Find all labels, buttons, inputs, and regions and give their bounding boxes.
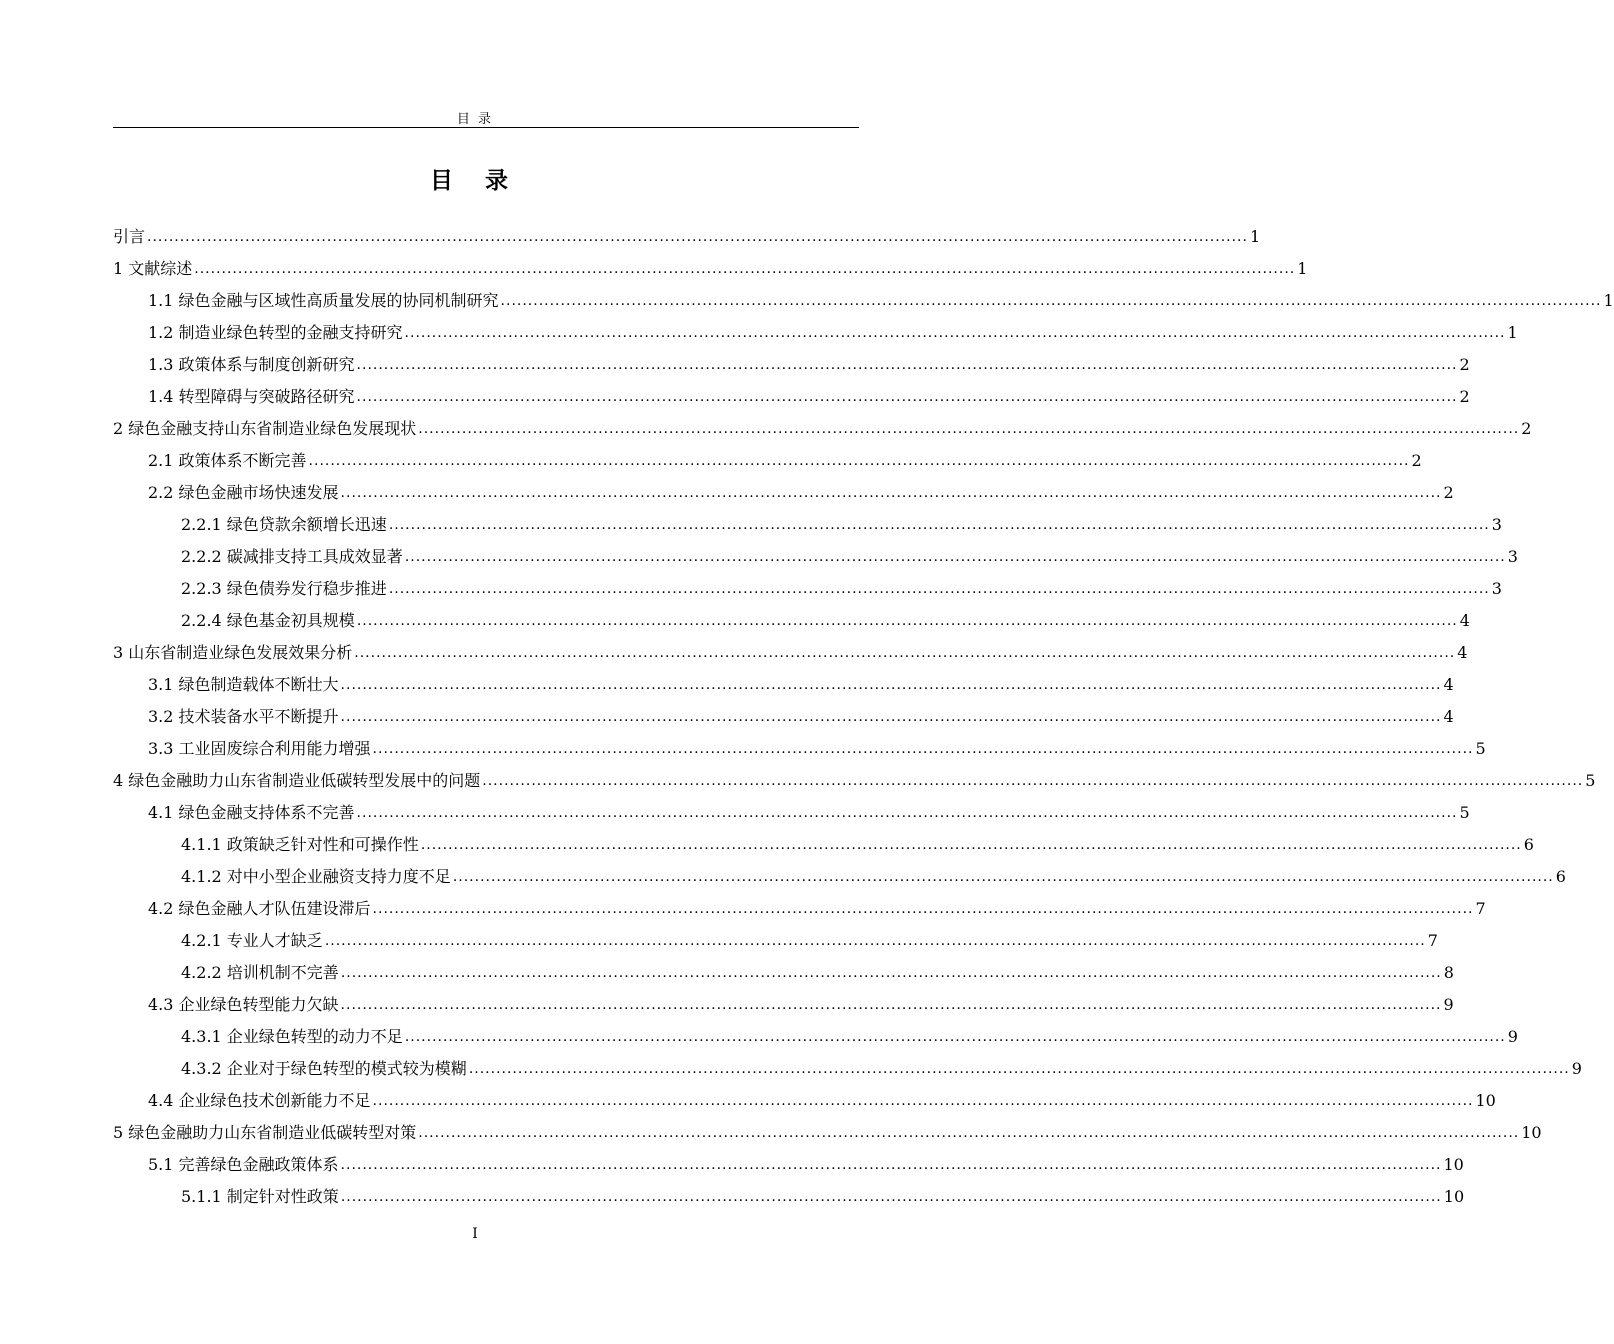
toc-dot-leader: .......................................................................................................................................................................................................... xyxy=(468,1061,1570,1077)
toc-entry-label: 3.2 技术装备水平不断提升 xyxy=(148,707,339,726)
toc-entry[interactable] xyxy=(113,1149,1464,1181)
toc-entry-label: 1 文献综述 xyxy=(113,259,193,278)
toc-entry[interactable] xyxy=(113,541,1518,573)
toc-dot-leader: .......................................................................................................................................................................................................... xyxy=(420,837,1522,853)
toc-entry-label: 5 绿色金融助力山东省制造业低碳转型对策 xyxy=(113,1123,417,1142)
toc-entry-page: 10 xyxy=(1475,1091,1496,1110)
page-number: I xyxy=(472,1226,478,1242)
toc-dot-leader: .......................................................................................................................................................................................................... xyxy=(482,773,1584,789)
toc-entry[interactable] xyxy=(113,989,1454,1021)
toc-entry[interactable] xyxy=(113,893,1486,925)
toc-entry[interactable] xyxy=(113,477,1454,509)
toc-entry-page: 1 xyxy=(1249,227,1261,246)
toc-entry[interactable] xyxy=(113,349,1470,381)
toc-entry[interactable] xyxy=(113,605,1470,637)
toc-entry-label: 4.1.2 对中小型企业融资支持力度不足 xyxy=(181,867,451,886)
toc-entry[interactable] xyxy=(113,509,1502,541)
toc-entry-label: 4.3 企业绿色转型能力欠缺 xyxy=(148,995,339,1014)
toc-dot-leader: .......................................................................................................................................................................................................... xyxy=(418,1125,1520,1141)
toc-entry-page: 9 xyxy=(1443,995,1454,1014)
toc-entry-page: 8 xyxy=(1443,963,1454,982)
toc-entry-label: 1.3 政策体系与制度创新研究 xyxy=(148,355,355,374)
table-of-contents xyxy=(113,221,1614,1213)
toc-dot-leader: .......................................................................................................................................................................................................... xyxy=(500,293,1602,309)
toc-entry-label: 4.2 绿色金融人才队伍建设滞后 xyxy=(148,899,371,918)
toc-dot-leader: .......................................................................................................................................................................................................... xyxy=(372,741,1474,757)
toc-entry[interactable] xyxy=(113,1117,1542,1149)
toc-entry[interactable] xyxy=(113,701,1454,733)
toc-entry[interactable] xyxy=(113,253,1308,285)
toc-dot-leader: .......................................................................................................................................................................................................... xyxy=(356,805,1458,821)
toc-entry-label: 4.4 企业绿色技术创新能力不足 xyxy=(148,1091,371,1110)
toc-entry-label: 5.1 完善绿色金融政策体系 xyxy=(148,1155,339,1174)
toc-dot-leader: .......................................................................................................................................................................................................... xyxy=(340,709,1442,725)
toc-entry[interactable] xyxy=(113,1181,1465,1213)
toc-entry-label: 3.1 绿色制造载体不断壮大 xyxy=(148,675,339,694)
toc-entry[interactable] xyxy=(113,221,1261,253)
toc-entry-label: 4.2.1 专业人才缺乏 xyxy=(181,931,323,950)
toc-dot-leader: .......................................................................................................................................................................................................... xyxy=(340,1189,1442,1205)
toc-dot-leader: .......................................................................................................................................................................................................... xyxy=(418,421,1520,437)
toc-entry-label: 2.1 政策体系不断完善 xyxy=(148,451,307,470)
toc-entry[interactable] xyxy=(113,1085,1496,1117)
toc-entry-label: 1.1 绿色金融与区域性高质量发展的协同机制研究 xyxy=(148,291,499,310)
toc-entry-page: 2 xyxy=(1521,419,1532,438)
toc-entry-label: 2.2.4 绿色基金初具规模 xyxy=(181,611,355,630)
toc-entry-page: 10 xyxy=(1443,1155,1464,1174)
toc-entry-page: 9 xyxy=(1507,1027,1518,1046)
toc-entry-label: 4.2.2 培训机制不完善 xyxy=(181,963,339,982)
toc-entry-label: 4.3.1 企业绿色转型的动力不足 xyxy=(181,1027,403,1046)
toc-entry-page: 2 xyxy=(1411,451,1422,470)
toc-entry[interactable] xyxy=(113,413,1532,445)
toc-dot-leader: .......................................................................................................................................................................................................... xyxy=(194,261,1296,277)
toc-entry-label: 2.2.1 绿色贷款余额增长迅速 xyxy=(181,515,387,534)
toc-dot-leader: .......................................................................................................................................................................................................... xyxy=(340,1157,1442,1173)
toc-entry-page: 1 xyxy=(1603,291,1614,310)
toc-entry-label: 4.1 绿色金融支持体系不完善 xyxy=(148,803,355,822)
toc-entry-page: 4 xyxy=(1443,675,1454,694)
toc-entry-page: 1 xyxy=(1507,323,1518,342)
toc-dot-leader: .......................................................................................................................................................................................................... xyxy=(356,389,1458,405)
toc-entry-label: 2.2.2 碳减排支持工具成效显著 xyxy=(181,547,403,566)
toc-entry[interactable] xyxy=(113,445,1422,477)
toc-entry-label: 3 山东省制造业绿色发展效果分析 xyxy=(113,643,353,662)
toc-entry[interactable] xyxy=(113,1021,1518,1053)
toc-entry[interactable] xyxy=(113,381,1470,413)
toc-entry-page: 10 xyxy=(1443,1187,1465,1206)
toc-dot-leader: .......................................................................................................................................................................................................... xyxy=(404,1029,1506,1045)
toc-dot-leader: .......................................................................................................................................................................................................... xyxy=(340,677,1442,693)
toc-entry[interactable] xyxy=(113,669,1454,701)
toc-entry-page: 3 xyxy=(1507,547,1518,566)
toc-entry[interactable] xyxy=(113,829,1534,861)
toc-entry[interactable] xyxy=(113,925,1438,957)
toc-entry-page: 3 xyxy=(1491,515,1502,534)
toc-entry-page: 3 xyxy=(1491,579,1502,598)
toc-dot-leader: .......................................................................................................................................................................................................... xyxy=(388,517,1490,533)
toc-entry-label: 2.2.3 绿色债券发行稳步推进 xyxy=(181,579,387,598)
toc-dot-leader: .......................................................................................................................................................................................................... xyxy=(372,1093,1474,1109)
toc-entry[interactable] xyxy=(113,765,1596,797)
header-rule xyxy=(113,127,859,128)
toc-entry-label: 4 绿色金融助力山东省制造业低碳转型发展中的问题 xyxy=(113,771,481,790)
toc-entry-page: 4 xyxy=(1457,643,1468,662)
toc-dot-leader: .......................................................................................................................................................................................................... xyxy=(340,485,1442,501)
toc-entry-label: 2.2 绿色金融市场快速发展 xyxy=(148,483,339,502)
toc-entry-label: 2 绿色金融支持山东省制造业绿色发展现状 xyxy=(113,419,417,438)
toc-dot-leader: .......................................................................................................................................................................................................... xyxy=(324,933,1426,949)
toc-entry-page: 5 xyxy=(1475,739,1486,758)
toc-entry-page: 1 xyxy=(1297,259,1308,278)
toc-entry-label: 4.1.1 政策缺乏针对性和可操作性 xyxy=(181,835,419,854)
toc-dot-leader: .......................................................................................................................................................................................................... xyxy=(372,901,1474,917)
toc-dot-leader: .......................................................................................................................................................................................................... xyxy=(388,581,1490,597)
toc-dot-leader: .......................................................................................................................................................................................................... xyxy=(147,229,1248,245)
toc-entry-label: 1.2 制造业绿色转型的金融支持研究 xyxy=(148,323,403,342)
toc-dot-leader: .......................................................................................................................................................................................................... xyxy=(340,965,1442,981)
toc-entry-page: 4 xyxy=(1459,611,1470,630)
toc-entry-page: 10 xyxy=(1521,1123,1542,1142)
toc-entry-label: 3.3 工业固废综合利用能力增强 xyxy=(148,739,371,758)
toc-entry-page: 9 xyxy=(1571,1059,1582,1078)
toc-entry[interactable] xyxy=(113,317,1518,349)
toc-entry-page: 5 xyxy=(1459,803,1470,822)
toc-dot-leader: .......................................................................................................................................................................................................... xyxy=(404,325,1506,341)
toc-dot-leader: .......................................................................................................................................................................................................... xyxy=(340,997,1442,1013)
toc-entry-label: 1.4 转型障碍与突破路径研究 xyxy=(148,387,355,406)
toc-entry-page: 6 xyxy=(1555,867,1566,886)
toc-entry[interactable] xyxy=(113,637,1468,669)
toc-dot-leader: .......................................................................................................................................................................................................... xyxy=(354,645,1456,661)
toc-entry[interactable] xyxy=(113,285,1614,317)
toc-entry-page: 5 xyxy=(1585,771,1596,790)
toc-entry-label: 4.3.2 企业对于绿色转型的模式较为模糊 xyxy=(181,1059,467,1078)
toc-dot-leader: .......................................................................................................................................................................................................... xyxy=(452,869,1554,885)
toc-entry-page: 4 xyxy=(1443,707,1454,726)
toc-entry-page: 2 xyxy=(1459,387,1470,406)
toc-entry[interactable] xyxy=(113,957,1454,989)
toc-dot-leader: .......................................................................................................................................................................................................... xyxy=(356,613,1458,629)
toc-entry-label: 5.1.1 制定针对性政策 xyxy=(181,1187,339,1206)
toc-dot-leader: .......................................................................................................................................................................................................... xyxy=(308,453,1410,469)
toc-entry[interactable] xyxy=(113,797,1470,829)
toc-entry-page: 6 xyxy=(1523,835,1534,854)
toc-dot-leader: .......................................................................................................................................................................................................... xyxy=(356,357,1458,373)
toc-entry[interactable] xyxy=(113,573,1502,605)
toc-title: 目 录 xyxy=(429,168,520,194)
running-header: 目 录 xyxy=(456,112,494,127)
toc-entry-page: 2 xyxy=(1443,483,1454,502)
toc-entry[interactable] xyxy=(113,861,1566,893)
toc-entry-page: 7 xyxy=(1475,899,1486,918)
toc-entry-page: 7 xyxy=(1427,931,1438,950)
toc-entry-page: 2 xyxy=(1459,355,1470,374)
toc-entry[interactable] xyxy=(113,733,1486,765)
toc-entry-label: 引言 xyxy=(113,227,146,246)
toc-dot-leader: .......................................................................................................................................................................................................... xyxy=(404,549,1506,565)
toc-entry[interactable] xyxy=(113,1053,1582,1085)
